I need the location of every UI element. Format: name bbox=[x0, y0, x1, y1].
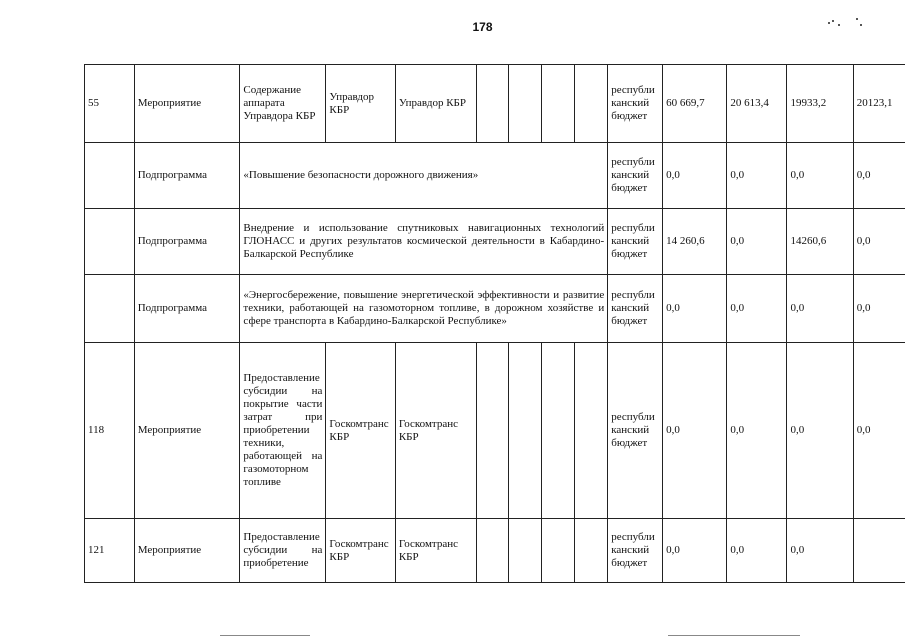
row-type: Мероприятие bbox=[134, 65, 240, 143]
table-row bbox=[85, 143, 905, 209]
row-type: Подпрограмма bbox=[134, 275, 240, 343]
row-value-1: 0,0 bbox=[663, 519, 727, 583]
row-type: Подпрограмма bbox=[134, 209, 240, 275]
row-value-1: 60 669,7 bbox=[663, 65, 727, 143]
row-coexecutor: Управдор КБР bbox=[395, 65, 476, 143]
row-type: Мероприятие bbox=[134, 343, 240, 519]
row-value-3: 19933,2 bbox=[787, 65, 853, 143]
empty-cell bbox=[541, 65, 574, 143]
row-executor: Управдор КБР bbox=[326, 65, 395, 143]
empty-cell bbox=[508, 65, 541, 143]
row-value-2: 0,0 bbox=[727, 275, 787, 343]
row-value-3: 0,0 bbox=[787, 519, 853, 583]
table-row bbox=[85, 275, 905, 343]
row-number bbox=[85, 143, 135, 209]
page-number: 178 bbox=[472, 20, 493, 34]
table-row bbox=[85, 343, 905, 519]
row-number: 55 bbox=[85, 65, 135, 143]
row-value-2: 0,0 bbox=[727, 343, 787, 519]
row-name: Предоставление субсидии на покрытие части затрат при приобретении техники, работающей на газомоторном топливе bbox=[240, 343, 326, 519]
empty-cell bbox=[476, 519, 508, 583]
row-source: республиканский бюджет bbox=[608, 209, 663, 275]
row-value-3: 0,0 bbox=[787, 143, 853, 209]
row-name: «Повышение безопасности дорожного движения» bbox=[240, 143, 608, 209]
row-value-2: 0,0 bbox=[727, 519, 787, 583]
row-number bbox=[85, 275, 135, 343]
row-type: Подпрограмма bbox=[134, 143, 240, 209]
row-value-4: 0,0 bbox=[853, 343, 905, 519]
row-name: Внедрение и использование спутниковых навигационных технологий ГЛОНАСС и других результатов космической деятельности в Кабардино-Балкарской Республике bbox=[240, 209, 608, 275]
row-number: 121 bbox=[85, 519, 135, 583]
row-coexecutor: Госкомтранс КБР bbox=[395, 519, 476, 583]
row-value-2: 20 613,4 bbox=[727, 65, 787, 143]
empty-cell bbox=[508, 343, 541, 519]
row-name: Содержание аппарата Управдора КБР bbox=[240, 65, 326, 143]
row-value-4: 20123,1 bbox=[853, 65, 905, 143]
row-value-4: 0,0 bbox=[853, 143, 905, 209]
row-value-4: 0,0 bbox=[853, 209, 905, 275]
row-value-2: 0,0 bbox=[727, 209, 787, 275]
table-row bbox=[85, 519, 905, 583]
empty-cell bbox=[508, 519, 541, 583]
row-coexecutor: Госкомтранс КБР bbox=[395, 343, 476, 519]
row-value-1: 0,0 bbox=[663, 143, 727, 209]
empty-cell bbox=[541, 519, 574, 583]
empty-cell bbox=[476, 65, 508, 143]
empty-cell bbox=[575, 519, 608, 583]
budget-table bbox=[84, 64, 905, 583]
row-value-4 bbox=[853, 519, 905, 583]
row-value-2: 0,0 bbox=[727, 143, 787, 209]
row-value-3: 0,0 bbox=[787, 343, 853, 519]
empty-cell bbox=[476, 343, 508, 519]
row-number bbox=[85, 209, 135, 275]
row-source: республиканский бюджет bbox=[608, 519, 663, 583]
row-name: Предоставление субсидии на приобретение bbox=[240, 519, 326, 583]
row-value-4: 0,0 bbox=[853, 275, 905, 343]
empty-cell bbox=[575, 343, 608, 519]
footer-rule-right bbox=[668, 635, 800, 636]
row-source: республиканский бюджет bbox=[608, 343, 663, 519]
row-value-1: 0,0 bbox=[663, 343, 727, 519]
row-value-1: 14 260,6 bbox=[663, 209, 727, 275]
row-executor: Госкомтранс КБР bbox=[326, 519, 395, 583]
table-row bbox=[85, 209, 905, 275]
scan-marks bbox=[826, 14, 866, 30]
row-value-1: 0,0 bbox=[663, 275, 727, 343]
row-value-3: 0,0 bbox=[787, 275, 853, 343]
empty-cell bbox=[541, 343, 574, 519]
footer-rule-left bbox=[220, 635, 310, 636]
row-name: «Энергосбережение, повышение энергетической эффективности и развитие техники, работающей на газомоторном топливе, в дорожном хозяйстве и сфере транспорта в Кабардино-Балкарской Республике» bbox=[240, 275, 608, 343]
empty-cell bbox=[575, 65, 608, 143]
row-type: Мероприятие bbox=[134, 519, 240, 583]
row-source: республиканский бюджет bbox=[608, 143, 663, 209]
row-source: республиканский бюджет bbox=[608, 65, 663, 143]
row-source: республиканский бюджет bbox=[608, 275, 663, 343]
row-number: 118 bbox=[85, 343, 135, 519]
table-row bbox=[85, 65, 905, 143]
row-value-3: 14260,6 bbox=[787, 209, 853, 275]
row-executor: Госкомтранс КБР bbox=[326, 343, 395, 519]
